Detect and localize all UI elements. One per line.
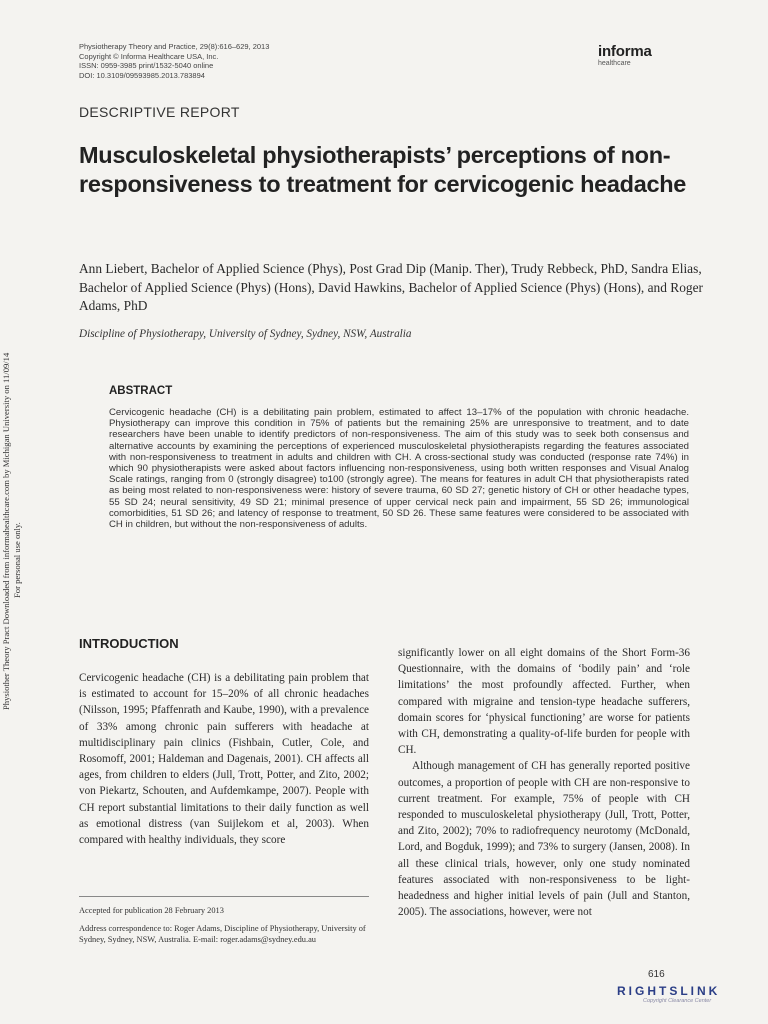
intro-paragraph-3: Although management of CH has generally reported positive outcomes, a proportion of people with CH are non-responsive to current treatment. For example, 75% of people with CH responded to musculoskeletal physiotherapy (Jull, Trott, Potter, and Zito, 2002); 70% to radiofrequency neurotomy (McDonald, Lord, and Bogduk, 1999); and 73% to surgery (Jansen, 2008). In all these clinical trials, however, only one study nominated features associated with non-responsiveness to be light-headedness and higher initial levels of pain (Jull and Stanton, 2005). The associations, however, were not	[398, 760, 690, 919]
journal-meta	[79, 42, 409, 80]
doi-line: DOI: 10.3109/09593985.2013.783894	[79, 70, 205, 80]
journal-citation: Physiotherapy Theory and Practice, 29(8):616–629, 2013	[79, 42, 270, 51]
accepted-note: Accepted for publication 28 February 2013	[79, 906, 224, 915]
affiliation: Discipline of Physiotherapy, University of Sydney, Sydney, NSW, Australia	[79, 328, 412, 340]
footnote-divider	[79, 896, 369, 897]
correspondence-note: Address correspondence to: Roger Adams, Discipline of Physiotherapy, University of Sydney, Sydney, NSW, Australia. E-mail: roger.adams@sydney.edu.au	[79, 924, 366, 945]
issn-line: ISSN: 0959-3985 print/1532-5040 online	[79, 61, 214, 71]
intro-paragraph-2: significantly lower on all eight domains of the Short Form-36 Questionnaire, with the domains of ‘bodily pain’ and ‘role limitations’ the most profoundly affected. Further, when compared with migraine and tension-type headache sufferers, domain scores for ‘physical functioning’ are worse for patients with CH, demonstrating a quality-of-life burden for people with CH.	[398, 647, 690, 757]
watermark-line-2: For personal use only.	[12, 522, 22, 598]
column-right	[398, 645, 690, 920]
publisher-name: informa	[598, 43, 652, 60]
rightslink-logo[interactable]	[617, 984, 762, 1005]
rightslink-sub: Copyright Clearance Center	[643, 998, 712, 1004]
copyright-line: Copyright © Informa Healthcare USA, Inc.	[79, 51, 219, 61]
rightslink-label: RIGHTSLINK	[617, 984, 721, 998]
abstract-body: Cervicogenic headache (CH) is a debilitating pain problem, estimated to affect 13–17% of the population with chronic headache. Physiotherapy can improve this condition in 75% of patients but the remaining 25% are unresponsive to treatment, and to date researchers have been unable to identify predictors of non-responsiveness. The aim of this study was to seek both consensus and alternative accounts by examining the perceptions of experienced musculoskeletal physiotherapists regarding the features associated with non-responsiveness to treatment in adults and children with CH. A cross-sectional study was conducted (response rate 74%) in which 90 physiotherapists were asked about factors influencing non-responsiveness, using both written responses and Visual Analog Scale ratings, ranging from 0 (strongly disagree) to100 (strongly agree). The means for features in adult CH that physiotherapists rated as being most related to non-responsiveness were: history of severe trauma, 60 SD 27; genetic history of CH or other headache types, 55 SD 24; neural sensitivity, 49 SD 21; minimal presence of upper cervical neck pain and impairment, 55 SD 26; immunological comorbidities, 51 SD 26; and latency of response to treatment, 50 SD 26. These same features were considered to be associated with CH in children, but without the non-responsiveness of adults.	[109, 407, 689, 531]
abstract-heading: ABSTRACT	[109, 385, 173, 397]
publisher-subname: healthcare	[598, 60, 631, 67]
page-number: 616	[648, 969, 665, 980]
intro-paragraph-1: Cervicogenic headache (CH) is a debilitating pain problem that is estimated to account for 15–20% of all chronic headaches (Nilsson, 1995; Pfaffenrath and Kaube, 1990), with a prevalence of 33% among chronic pain sufferers with headache at multidisciplinary pain clinics (Fishbain, Cutler, Cole, and Rosomoff, 2001; Haldeman and Dagenais, 2001). CH affects all ages, from children to elders (Jull, Trott, Potter, and Zito, 2002; von Piekartz, Schouten, and Aufdemkampe, 2007). People with CH report substantial limitations to their daily function as well as emotional distress (van Suijlekom et al, 2003). When compared with healthy individuals, they score	[79, 672, 369, 847]
watermark-line-1: Physiother Theory Pract Downloaded from informahealthcare.com by Michigan University on 11/09/14	[1, 352, 11, 710]
author-list: Ann Liebert, Bachelor of Applied Science (Phys), Post Grad Dip (Manip. Ther), Trudy Rebbeck, PhD, Sandra Elias, Bachelor of Applied Science (Phys) (Hons), David Hawkins, Bachelor of Applied Science (Phys) (Hons), and Roger Adams, PhD	[79, 261, 704, 313]
report-type: DESCRIPTIVE REPORT	[79, 104, 240, 120]
introduction-heading: INTRODUCTION	[79, 636, 179, 651]
download-watermark	[0, 290, 30, 710]
column-left	[79, 670, 369, 848]
publisher-logo	[598, 44, 678, 68]
article-title: Musculoskeletal physiotherapists’ perceptions of non-responsiveness to treatment for cervicogenic headache	[79, 142, 687, 197]
